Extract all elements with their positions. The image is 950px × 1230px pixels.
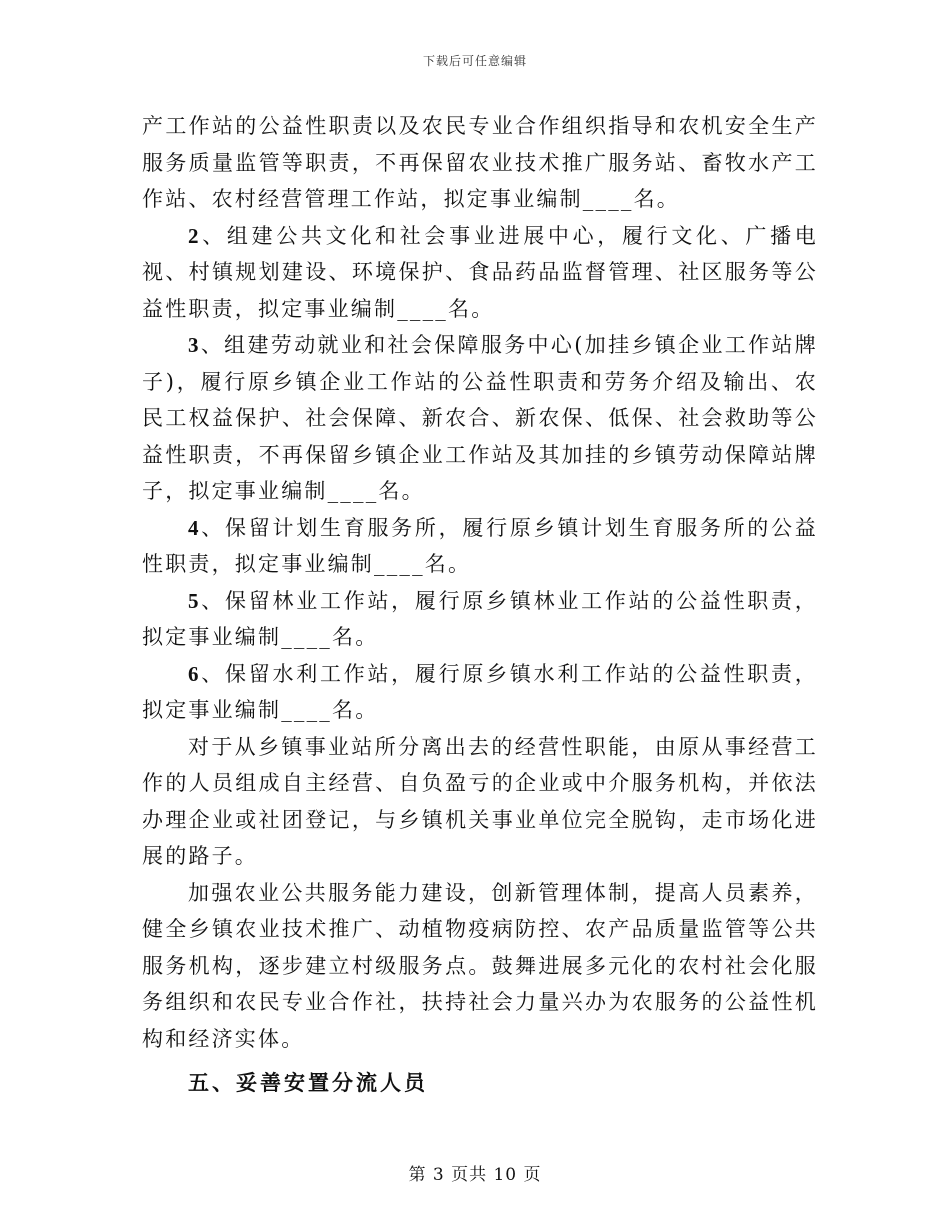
paragraph-text: 加强农业公共服务能力建设，创新管理体制，提高人员素养，健全乡镇农业技术推广、动植物疫病防控、农产品质量监管等公共服务机构，逐步建立村级服务点。鼓舞进展多元化的农村社会化服务组织和农民专业合作社，扶持社会力量兴办为农服务的公益性机构和经济实体。 (142, 880, 818, 1051)
paragraph-text: 、组建劳动就业和社会保障服务中心(加挂乡镇企业工作站牌子)，履行原乡镇企业工作站的公益性职责和劳务介绍及输出、农民工权益保护、社会保障、新农合、新农保、低保、社会救助等公益性职责，不再保留乡镇企业工作站及其加挂的乡镇劳动保障站牌子，拟定事业编制____名。 (142, 333, 818, 503)
list-number: 4 (188, 515, 201, 540)
page-number-footer: 第 3 页共 10 页 (408, 1165, 542, 1185)
paragraph-continuation (142, 108, 818, 218)
paragraph-text: 对于从乡镇事业站所分离出去的经营性职能，由原从事经营工作的人员组成自主经营、自负盈亏的企业或中介服务机构，并依法办理企业或社团登记，与乡镇机关事业单位完全脱钩，走市场化进展的路子。 (142, 734, 818, 868)
page-header: 下载后可任意编辑 (422, 54, 527, 68)
list-item-6 (142, 656, 818, 729)
paragraph-text: 、保留水利工作站，履行原乡镇水利工作站的公益性职责，拟定事业编制____名。 (142, 661, 818, 722)
paragraph-text: 、保留计划生育服务所，履行原乡镇计划生育服务所的公益性职责，拟定事业编制____名。 (142, 515, 818, 576)
section-heading: 五、妥善安置分流人员 (188, 1070, 428, 1095)
document-body (142, 108, 818, 1102)
list-number: 3 (188, 333, 201, 357)
list-item-2 (142, 218, 818, 328)
list-number: 5 (188, 588, 201, 613)
list-number: 6 (188, 661, 201, 686)
paragraph-text: 、组建公共文化和社会事业进展中心，履行文化、广播电视、村镇规划建设、环境保护、食品药品监督管理、社区服务等公益性职责，拟定事业编制____名。 (142, 223, 818, 321)
list-item-3 (142, 327, 818, 510)
list-number: 2 (188, 223, 201, 248)
list-item-4 (142, 510, 818, 583)
paragraph-text: 、保留林业工作站，履行原乡镇林业工作站的公益性职责，拟定事业编制____名。 (142, 588, 818, 649)
paragraph-operational-functions (142, 729, 818, 875)
paragraph-public-services (142, 875, 818, 1058)
list-item-5 (142, 583, 818, 656)
paragraph-text: 产工作站的公益性职责以及农民专业合作组织指导和农机安全生产服务质量监管等职责，不再保留农业技术推广服务站、畜牧水产工作站、农村经营管理工作站，拟定事业编制____名。 (142, 114, 818, 211)
